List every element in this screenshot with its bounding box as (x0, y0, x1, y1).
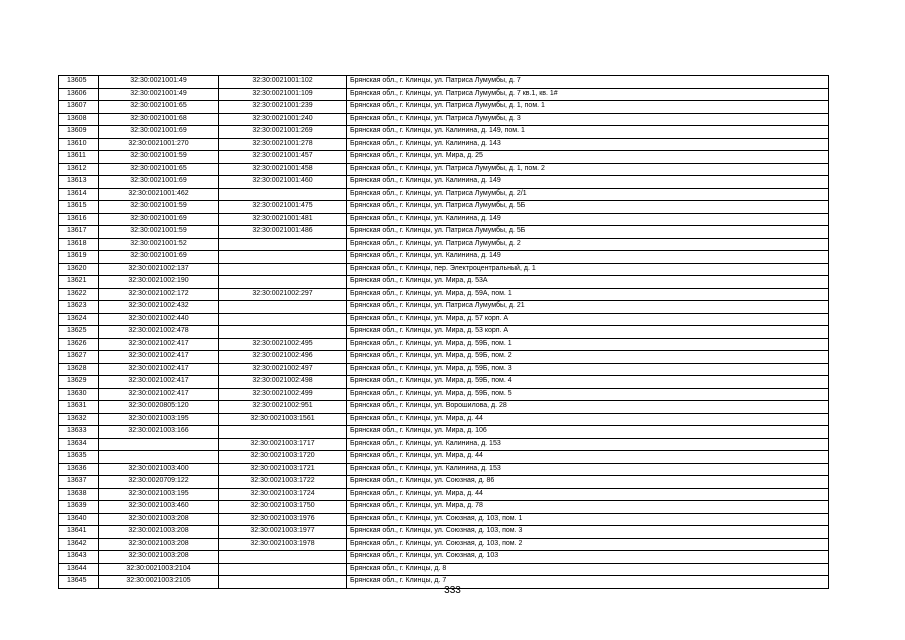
row-number-cell: 13635 (59, 451, 99, 464)
object-cadastral-number-cell: 32:30:0021003:1721 (219, 463, 347, 476)
object-cadastral-number-cell: 32:30:0021003:1977 (219, 526, 347, 539)
object-cadastral-number-cell: 32:30:0021003:1750 (219, 501, 347, 514)
cadastral-number-cell: 32:30:0021001:270 (99, 138, 219, 151)
table-row (59, 313, 829, 326)
address-cell: Брянская обл., г. Клинцы, ул. Мира, д. 59Б, пом. 3 (347, 363, 829, 376)
address-cell: Брянская обл., г. Клинцы, ул. Мира, д. 106 (347, 426, 829, 439)
row-number-cell: 13627 (59, 351, 99, 364)
table-row (59, 563, 829, 576)
row-number-cell: 13618 (59, 238, 99, 251)
address-cell: Брянская обл., г. Клинцы, ул. Мира, д. 53 корп. А (347, 326, 829, 339)
address-cell: Брянская обл., г. Клинцы, ул. Союзная, д. 103, пом. 2 (347, 538, 829, 551)
table-row (59, 476, 829, 489)
cadastral-number-cell: 32:30:0021001:49 (99, 88, 219, 101)
address-cell: Брянская обл., г. Клинцы, ул. Мира, д. 59Б, пом. 4 (347, 376, 829, 389)
cadastral-number-cell: 32:30:0021001:59 (99, 151, 219, 164)
row-number-cell: 13607 (59, 101, 99, 114)
row-number-cell: 13629 (59, 376, 99, 389)
object-cadastral-number-cell: 32:30:0021001:457 (219, 151, 347, 164)
cadastral-number-cell: 32:30:0021003:166 (99, 426, 219, 439)
row-number-cell: 13628 (59, 363, 99, 376)
object-cadastral-number-cell: 32:30:0021002:499 (219, 388, 347, 401)
row-number-cell: 13615 (59, 201, 99, 214)
table-row (59, 376, 829, 389)
address-cell: Брянская обл., г. Клинцы, ул. Мира, д. 59Б, пом. 5 (347, 388, 829, 401)
address-cell: Брянская обл., г. Клинцы, ул. Патриса Лумумбы, д. 2/1 (347, 188, 829, 201)
address-cell: Брянская обл., г. Клинцы, ул. Мира, д. 59А, пом. 1 (347, 288, 829, 301)
table-row (59, 88, 829, 101)
cadastral-number-cell: 32:30:0021001:69 (99, 251, 219, 264)
object-cadastral-number-cell: 32:30:0021003:1724 (219, 488, 347, 501)
object-cadastral-number-cell: 32:30:0021003:1722 (219, 476, 347, 489)
table-row (59, 276, 829, 289)
object-cadastral-number-cell: 32:30:0021003:1976 (219, 513, 347, 526)
object-cadastral-number-cell: 32:30:0021002:297 (219, 288, 347, 301)
object-cadastral-number-cell: 32:30:0021001:269 (219, 126, 347, 139)
row-number-cell: 13613 (59, 176, 99, 189)
cadastral-number-cell: 32:30:0021001:65 (99, 101, 219, 114)
object-cadastral-number-cell: 32:30:0021002:497 (219, 363, 347, 376)
row-number-cell: 13605 (59, 76, 99, 89)
table-row (59, 438, 829, 451)
cadastral-number-cell: 32:30:0021003:2104 (99, 563, 219, 576)
table-row (59, 101, 829, 114)
object-cadastral-number-cell: 32:30:0021002:496 (219, 351, 347, 364)
cadastral-number-cell (99, 438, 219, 451)
table-row (59, 326, 829, 339)
object-cadastral-number-cell: 32:30:0021003:1561 (219, 413, 347, 426)
row-number-cell: 13632 (59, 413, 99, 426)
row-number-cell: 13639 (59, 501, 99, 514)
object-cadastral-number-cell: 32:30:0021001:278 (219, 138, 347, 151)
cadastral-number-cell: 32:30:0021002:417 (99, 338, 219, 351)
table-row (59, 151, 829, 164)
cadastral-number-cell (99, 451, 219, 464)
cadastral-number-cell: 32:30:0021003:2105 (99, 576, 219, 589)
row-number-cell: 13634 (59, 438, 99, 451)
table-row (59, 401, 829, 414)
cadastral-number-cell: 32:30:0020805:120 (99, 401, 219, 414)
object-cadastral-number-cell: 32:30:0021003:1720 (219, 451, 347, 464)
cadastral-number-cell: 32:30:0021003:400 (99, 463, 219, 476)
row-number-cell: 13630 (59, 388, 99, 401)
cadastral-number-cell: 32:30:0021001:49 (99, 76, 219, 89)
object-cadastral-number-cell: 32:30:0021002:951 (219, 401, 347, 414)
address-cell: Брянская обл., г. Клинцы, ул. Союзная, д. 86 (347, 476, 829, 489)
address-cell: Брянская обл., г. Клинцы, ул. Патриса Лумумбы, д. 2 (347, 238, 829, 251)
table-row (59, 413, 829, 426)
row-number-cell: 13617 (59, 226, 99, 239)
table-row (59, 163, 829, 176)
object-cadastral-number-cell: 32:30:0021001:109 (219, 88, 347, 101)
address-cell: Брянская обл., г. Клинцы, ул. Мира, д. 59Б, пом. 2 (347, 351, 829, 364)
cadastral-number-cell: 32:30:0021003:195 (99, 488, 219, 501)
object-cadastral-number-cell (219, 301, 347, 314)
object-cadastral-number-cell (219, 263, 347, 276)
address-cell: Брянская обл., г. Клинцы, ул. Калинина, д. 149 (347, 213, 829, 226)
table-row (59, 363, 829, 376)
row-number-cell: 13621 (59, 276, 99, 289)
cadastral-number-cell: 32:30:0021001:65 (99, 163, 219, 176)
address-cell: Брянская обл., г. Клинцы, ул. Патриса Лумумбы, д. 1, пом. 1 (347, 101, 829, 114)
address-cell: Брянская обл., г. Клинцы, пер. Электроцентральный, д. 1 (347, 263, 829, 276)
row-number-cell: 13624 (59, 313, 99, 326)
object-cadastral-number-cell: 32:30:0021003:1717 (219, 438, 347, 451)
object-cadastral-number-cell (219, 426, 347, 439)
address-cell: Брянская обл., г. Клинцы, ул. Союзная, д. 103, пом. 1 (347, 513, 829, 526)
object-cadastral-number-cell: 32:30:0021001:486 (219, 226, 347, 239)
table-row (59, 301, 829, 314)
address-cell: Брянская обл., г. Клинцы, ул. Ворошилова, д. 28 (347, 401, 829, 414)
cadastral-number-cell: 32:30:0021001:69 (99, 213, 219, 226)
address-cell: Брянская обл., г. Клинцы, ул. Союзная, д. 103 (347, 551, 829, 564)
table-row (59, 238, 829, 251)
table-row (59, 251, 829, 264)
object-cadastral-number-cell (219, 188, 347, 201)
table-row (59, 201, 829, 214)
cadastral-number-cell: 32:30:0021001:52 (99, 238, 219, 251)
table-row (59, 113, 829, 126)
row-number-cell: 13642 (59, 538, 99, 551)
address-cell: Брянская обл., г. Клинцы, ул. Патриса Лумумбы, д. 3 (347, 113, 829, 126)
object-cadastral-number-cell (219, 563, 347, 576)
object-cadastral-number-cell (219, 313, 347, 326)
row-number-cell: 13644 (59, 563, 99, 576)
row-number-cell: 13623 (59, 301, 99, 314)
address-cell: Брянская обл., г. Клинцы, ул. Союзная, д. 103, пом. 3 (347, 526, 829, 539)
table-row (59, 176, 829, 189)
cadastral-number-cell: 32:30:0021002:190 (99, 276, 219, 289)
address-cell: Брянская обл., г. Клинцы, ул. Мира, д. 53А (347, 276, 829, 289)
table-row (59, 138, 829, 151)
object-cadastral-number-cell: 32:30:0021001:481 (219, 213, 347, 226)
table-row (59, 351, 829, 364)
object-cadastral-number-cell: 32:30:0021001:460 (219, 176, 347, 189)
address-cell: Брянская обл., г. Клинцы, д. 7 (347, 576, 829, 589)
object-cadastral-number-cell (219, 251, 347, 264)
table-row (59, 526, 829, 539)
row-number-cell: 13606 (59, 88, 99, 101)
row-number-cell: 13620 (59, 263, 99, 276)
address-cell: Брянская обл., г. Клинцы, ул. Мира, д. 44 (347, 451, 829, 464)
table-row (59, 188, 829, 201)
row-number-cell: 13619 (59, 251, 99, 264)
object-cadastral-number-cell (219, 551, 347, 564)
table-row (59, 513, 829, 526)
address-cell: Брянская обл., г. Клинцы, ул. Калинина, д. 153 (347, 438, 829, 451)
page-number: 333 (444, 585, 461, 596)
cadastral-number-cell: 32:30:0021003:460 (99, 501, 219, 514)
address-cell: Брянская обл., г. Клинцы, ул. Мира, д. 44 (347, 413, 829, 426)
address-cell: Брянская обл., г. Клинцы, ул. Мира, д. 25 (347, 151, 829, 164)
address-cell: Брянская обл., г. Клинцы, д. 8 (347, 563, 829, 576)
row-number-cell: 13626 (59, 338, 99, 351)
table-row (59, 538, 829, 551)
cadastral-number-cell: 32:30:0021002:478 (99, 326, 219, 339)
object-cadastral-number-cell: 32:30:0021001:240 (219, 113, 347, 126)
row-number-cell: 13637 (59, 476, 99, 489)
cadastral-number-cell: 32:30:0021002:417 (99, 351, 219, 364)
row-number-cell: 13608 (59, 113, 99, 126)
cadastral-number-cell: 32:30:0021003:195 (99, 413, 219, 426)
object-cadastral-number-cell: 32:30:0021001:458 (219, 163, 347, 176)
table-row (59, 451, 829, 464)
cadastral-table (58, 75, 829, 589)
address-cell: Брянская обл., г. Клинцы, ул. Мира, д. 59Б, пом. 1 (347, 338, 829, 351)
cadastral-number-cell: 32:30:0020709:122 (99, 476, 219, 489)
row-number-cell: 13609 (59, 126, 99, 139)
cadastral-number-cell: 32:30:0021002:440 (99, 313, 219, 326)
address-cell: Брянская обл., г. Клинцы, ул. Патриса Лумумбы, д. 5Б (347, 201, 829, 214)
cadastral-number-cell: 32:30:0021001:59 (99, 201, 219, 214)
table-row (59, 426, 829, 439)
object-cadastral-number-cell: 32:30:0021003:1978 (219, 538, 347, 551)
address-cell: Брянская обл., г. Клинцы, ул. Патриса Лумумбы, д. 5Б (347, 226, 829, 239)
object-cadastral-number-cell: 32:30:0021001:102 (219, 76, 347, 89)
row-number-cell: 13614 (59, 188, 99, 201)
cadastral-number-cell: 32:30:0021002:432 (99, 301, 219, 314)
cadastral-number-cell: 32:30:0021003:208 (99, 526, 219, 539)
cadastral-number-cell: 32:30:0021001:462 (99, 188, 219, 201)
object-cadastral-number-cell (219, 276, 347, 289)
row-number-cell: 13645 (59, 576, 99, 589)
object-cadastral-number-cell (219, 326, 347, 339)
object-cadastral-number-cell: 32:30:0021002:495 (219, 338, 347, 351)
address-cell: Брянская обл., г. Клинцы, ул. Патриса Лумумбы, д. 21 (347, 301, 829, 314)
address-cell: Брянская обл., г. Клинцы, ул. Мира, д. 44 (347, 488, 829, 501)
cadastral-number-cell: 32:30:0021002:137 (99, 263, 219, 276)
address-cell: Брянская обл., г. Клинцы, ул. Калинина, д. 143 (347, 138, 829, 151)
row-number-cell: 13640 (59, 513, 99, 526)
row-number-cell: 13643 (59, 551, 99, 564)
table-row (59, 463, 829, 476)
cadastral-number-cell: 32:30:0021003:208 (99, 513, 219, 526)
object-cadastral-number-cell: 32:30:0021002:498 (219, 376, 347, 389)
table-row (59, 213, 829, 226)
address-cell: Брянская обл., г. Клинцы, ул. Калинина, д. 149 (347, 251, 829, 264)
table-row (59, 551, 829, 564)
table-row (59, 226, 829, 239)
row-number-cell: 13638 (59, 488, 99, 501)
table-row (59, 388, 829, 401)
row-number-cell: 13612 (59, 163, 99, 176)
row-number-cell: 13611 (59, 151, 99, 164)
cadastral-number-cell: 32:30:0021001:59 (99, 226, 219, 239)
table-row (59, 488, 829, 501)
cadastral-number-cell: 32:30:0021002:417 (99, 363, 219, 376)
address-cell: Брянская обл., г. Клинцы, ул. Калинина, д. 153 (347, 463, 829, 476)
row-number-cell: 13610 (59, 138, 99, 151)
table-row (59, 501, 829, 514)
object-cadastral-number-cell (219, 238, 347, 251)
table-row (59, 288, 829, 301)
table-row (59, 76, 829, 89)
object-cadastral-number-cell: 32:30:0021001:239 (219, 101, 347, 114)
address-cell: Брянская обл., г. Клинцы, ул. Калинина, д. 149 (347, 176, 829, 189)
address-cell: Брянская обл., г. Клинцы, ул. Патриса Лумумбы, д. 7 (347, 76, 829, 89)
address-cell: Брянская обл., г. Клинцы, ул. Мира, д. 57 корп. А (347, 313, 829, 326)
table-body (59, 76, 829, 589)
row-number-cell: 13641 (59, 526, 99, 539)
row-number-cell: 13633 (59, 426, 99, 439)
cadastral-number-cell: 32:30:0021002:417 (99, 376, 219, 389)
table-row (59, 126, 829, 139)
row-number-cell: 13631 (59, 401, 99, 414)
object-cadastral-number-cell: 32:30:0021001:475 (219, 201, 347, 214)
row-number-cell: 13636 (59, 463, 99, 476)
row-number-cell: 13625 (59, 326, 99, 339)
row-number-cell: 13616 (59, 213, 99, 226)
address-cell: Брянская обл., г. Клинцы, ул. Патриса Лумумбы, д. 1, пом. 2 (347, 163, 829, 176)
cadastral-number-cell: 32:30:0021002:417 (99, 388, 219, 401)
table-row (59, 263, 829, 276)
row-number-cell: 13622 (59, 288, 99, 301)
cadastral-number-cell: 32:30:0021001:69 (99, 126, 219, 139)
address-cell: Брянская обл., г. Клинцы, ул. Мира, д. 78 (347, 501, 829, 514)
table-row (59, 338, 829, 351)
cadastral-number-cell: 32:30:0021002:172 (99, 288, 219, 301)
address-cell: Брянская обл., г. Клинцы, ул. Патриса Лумумбы, д. 7 кв.1, кв. 1# (347, 88, 829, 101)
address-cell: Брянская обл., г. Клинцы, ул. Калинина, д. 149, пом. 1 (347, 126, 829, 139)
cadastral-number-cell: 32:30:0021003:208 (99, 538, 219, 551)
cadastral-number-cell: 32:30:0021003:208 (99, 551, 219, 564)
cadastral-number-cell: 32:30:0021001:68 (99, 113, 219, 126)
cadastral-number-cell: 32:30:0021001:69 (99, 176, 219, 189)
